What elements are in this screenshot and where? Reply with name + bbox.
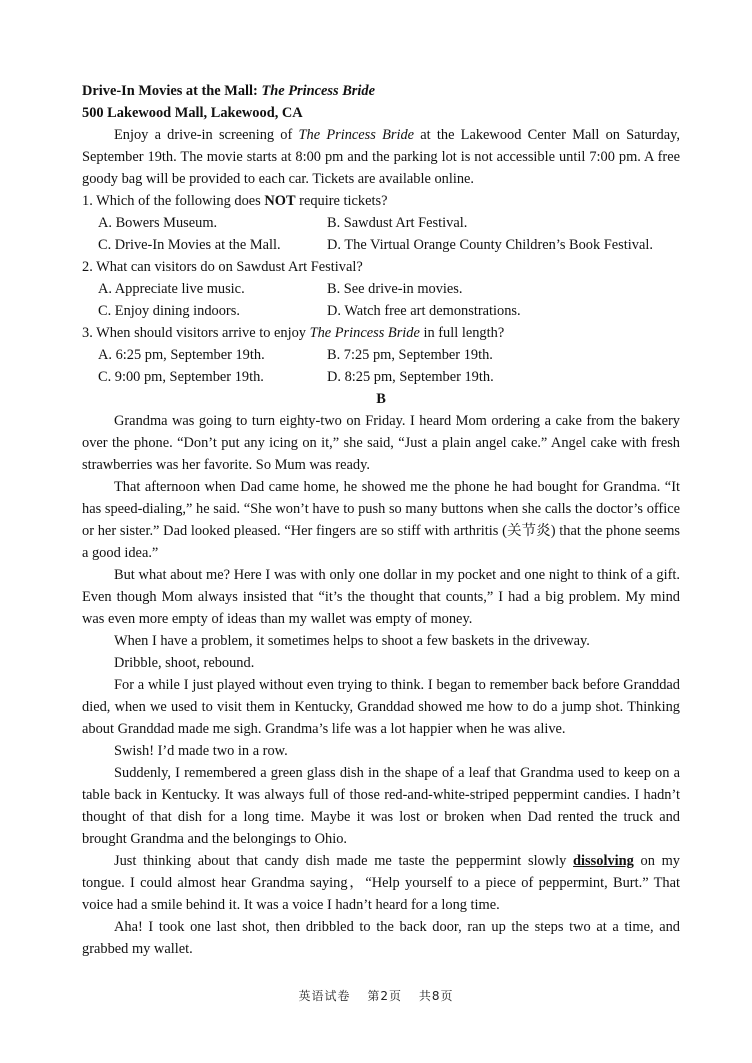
question-1-stem: 1. Which of the following does NOT require tickets? <box>82 193 388 209</box>
passage-paragraph: Aha! I took one last shot, then dribbled to the back door, ran up the steps two at a time, and grabbed my wallet. <box>82 919 680 957</box>
option: A. Bowers Museum. <box>98 215 218 231</box>
passage-paragraph: But what about me? Here I was with only one dollar in my pocket and one night to think of a gift. Even though Mom always insisted that “it’s the thought that counts,” I had a big problem. My mind was even more empty of ideas than my wallet was empty of money. <box>82 567 680 627</box>
exam-page <box>82 80 680 960</box>
passage-paragraph: Suddenly, I remembered a green glass dish in the shape of a leaf that Grandma used to keep on a table back in Kentucky. It was always full of those red-and-white-striped peppermint candies. I hadn’t thought of that dish for a long time. Maybe it was lost or broken when Dad rented the truck and brought Grandma and the belongings to Ohio. <box>82 765 680 847</box>
page-footer <box>0 987 752 1004</box>
event-address: 500 Lakewood Mall, Lakewood, CA <box>82 105 303 121</box>
passage-paragraph: Swish! I’d made two in a row. <box>114 743 288 759</box>
option: A. 6:25 pm, September 19th. <box>98 347 265 363</box>
option: D. Watch free art demonstrations. <box>327 303 521 319</box>
event-heading: Drive-In Movies at the Mall: The Princess Bride <box>82 83 375 99</box>
underlined-word: dissolving <box>573 853 634 869</box>
question-3-options <box>82 344 680 388</box>
passage-paragraph: When I have a problem, it sometimes helps to shoot a few baskets in the driveway. <box>114 633 590 649</box>
footer-total: 共8页 <box>418 989 454 1003</box>
question-2-options <box>82 278 680 322</box>
option: C. Enjoy dining indoors. <box>98 303 240 319</box>
option: C. 9:00 pm, September 19th. <box>98 369 264 385</box>
passage-paragraph: Grandma was going to turn eighty-two on Friday. I heard Mom ordering a cake from the bakery over the phone. “Don’t put any icing on it,” she said, “Just a plain angel cake.” Angel cake with fresh strawberries was her favorite. So Mum was ready. <box>82 413 680 473</box>
option: B. 7:25 pm, September 19th. <box>327 347 493 363</box>
passage-paragraph: That afternoon when Dad came home, he showed me the phone he had bought for Grandma. “It has speed-dialing,” he said. “She won’t have to push so many buttons when she calls the doctor’s office or her sister.” Dad looked pleased. “Her fingers are so stiff with arthritis (关节炎) that the phone seems a good idea.” <box>82 479 680 561</box>
question-2-stem: 2. What can visitors do on Sawdust Art Festival? <box>82 259 363 275</box>
footer-page: 第2页 <box>367 989 402 1003</box>
option: B. See drive-in movies. <box>327 281 463 297</box>
option: C. Drive-In Movies at the Mall. <box>98 237 281 253</box>
option: D. 8:25 pm, September 19th. <box>327 369 494 385</box>
question-3-stem: 3. When should visitors arrive to enjoy The Princess Bride in full length? <box>82 325 505 341</box>
section-b-label: B <box>376 391 386 407</box>
passage-paragraph: Just thinking about that candy dish made me taste the peppermint slowly dissolving on my tongue. I could almost hear Grandma saying，“Help yourself to a piece of peppermint, Burt.” That voice had a smile behind it. It was a voice I hadn’t heard for a long time. <box>82 853 680 913</box>
question-1-options <box>82 212 680 256</box>
passage-paragraph: For a while I just played without even trying to think. I began to remember back before Granddad died, when we used to visit them in Kentucky, Granddad showed me how to do a jump shot. Thinking about Granddad made me sigh. Grandma’s life was a lot happier when he was alive. <box>82 677 680 737</box>
event-description: Enjoy a drive-in screening of The Princess Bride at the Lakewood Center Mall on Saturday, September 19th. The movie starts at 8:00 pm and the parking lot is not accessible until 7:00 pm. A free goody bag will be provided to each car. Tickets are available online. <box>82 127 681 187</box>
option: B. Sawdust Art Festival. <box>327 215 468 231</box>
footer-subject: 英语试卷 <box>298 989 351 1003</box>
passage-paragraph: Dribble, shoot, rebound. <box>114 655 255 671</box>
option: A. Appreciate live music. <box>98 281 245 297</box>
option: D. The Virtual Orange County Children’s Book Festival. <box>327 237 653 253</box>
